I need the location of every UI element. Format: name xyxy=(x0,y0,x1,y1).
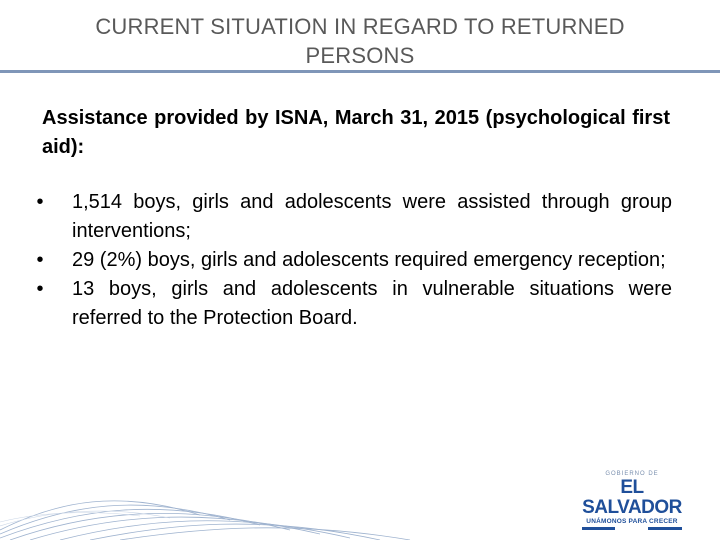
bullet-text: 29 (2%) boys, girls and adolescents required emergency reception; xyxy=(72,249,666,271)
logo-name: EL SALVADOR xyxy=(582,477,682,518)
bullet-text: 1,514 boys, girls and adolescents were assisted through group interventions; xyxy=(72,191,672,242)
bullet-text: 13 boys, girls and adolescents in vulnerable situations were referred to the Protection Board. xyxy=(72,278,672,329)
list-item xyxy=(30,275,672,333)
logo-flag-stripe xyxy=(582,527,682,530)
logo-tagline: UNÁMONOS PARA CRECER xyxy=(586,518,678,525)
section-subheading: Assistance provided by ISNA, March 31, 2015 (psychological first aid): xyxy=(42,107,670,158)
bullet-icon: • xyxy=(36,249,44,271)
bullet-icon: • xyxy=(36,191,44,213)
slide-title: CURRENT SITUATION IN REGARD TO RETURNED PERSONS xyxy=(95,14,625,68)
el-salvador-logo xyxy=(576,470,688,525)
list-item xyxy=(30,246,672,275)
title-divider xyxy=(0,70,720,73)
list-item xyxy=(30,188,672,246)
bullet-icon: • xyxy=(36,278,44,300)
logo-pretext: GOBIERNO DE xyxy=(605,471,659,477)
bullet-list xyxy=(30,188,672,333)
